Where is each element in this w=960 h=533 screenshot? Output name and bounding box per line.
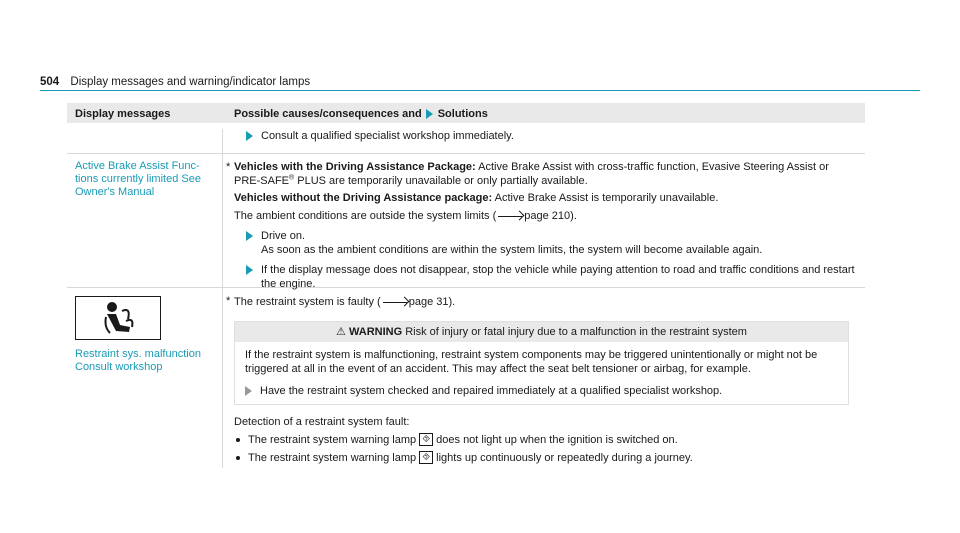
display-message-cell <box>75 296 220 374</box>
cause-paragraph: Vehicles without the Driving Assistance package: Active Brake Assist is temporarily unavailable. <box>234 192 719 204</box>
page-header <box>40 75 310 89</box>
restraint-lamp-icon: ⯑ <box>419 433 433 446</box>
warning-step: Have the restraint system checked and repaired immediately at a qualified specialist workshop. <box>245 384 838 398</box>
step-arrow-icon <box>245 386 252 396</box>
step-arrow-icon <box>246 131 253 141</box>
display-message: Active Brake Assist Func-tions currently limited See Owner's Manual <box>75 160 201 198</box>
cause-paragraph: * The restraint system is faulty ( page 31). <box>226 295 456 308</box>
warning-text: If the restraint system is malfunctioning, restraint system components may be triggered unintentionally or might not be triggered at all in the event of an accident. This may affect the seat belt tensioner or airbag, for example. <box>245 349 818 375</box>
col-causes-solutions: Possible causes/consequences and Solutions <box>234 108 488 120</box>
messages-table <box>67 103 865 468</box>
detection-heading: Detection of a restraint system fault: <box>234 416 410 428</box>
warning-triangle-icon: ⚠ <box>336 326 346 338</box>
warning-header: ⚠ WARNING Risk of injury or fatal injury due to a malfunction in the restraint system <box>235 322 848 342</box>
table-row <box>67 154 865 288</box>
step-arrow-icon <box>426 109 433 119</box>
solution-step: Consult a qualified specialist workshop immediately. <box>246 129 857 143</box>
step-arrow-icon <box>246 231 253 241</box>
step-arrow-icon <box>246 265 253 275</box>
solution-step: Drive on. As soon as the ambient conditions are within the system limits, the system will become available again. <box>246 229 857 257</box>
cause-paragraph: * Vehicles with the Driving Assistance Package: Active Brake Assist with cross-traffic function, Evasive Steering Assist or PRE-SAFE® PLUS are temporarily unavailable or only partially available. <box>226 161 829 187</box>
list-item: The restraint system warning lamp ⯑ does not light up when the ignition is switched on. <box>234 433 857 447</box>
display-message-line: Consult workshop <box>75 361 163 373</box>
airbag-warning-icon <box>75 296 161 340</box>
page-number: 504 <box>40 76 60 88</box>
page-ref-arrow-icon <box>498 208 522 217</box>
page-ref-link[interactable]: page 210). <box>524 210 577 222</box>
col-display-messages: Display messages <box>75 108 171 120</box>
page-ref-arrow-icon <box>383 294 407 303</box>
table-row <box>67 129 865 154</box>
solution-step: If the display message does not disappear, stop the vehicle while paying attention to road and traffic conditions and restart the engine. <box>246 263 857 291</box>
restraint-lamp-icon: ⯑ <box>419 451 433 464</box>
table-row <box>67 288 865 468</box>
cause-paragraph: The ambient conditions are outside the system limits ( page 210). <box>234 210 577 222</box>
list-item: The restraint system warning lamp ⯑ lights up continuously or repeatedly during a journey. <box>234 451 857 465</box>
page-ref-link[interactable]: page 31). <box>408 296 456 308</box>
table-header <box>67 103 865 123</box>
page-title: Display messages and warning/indicator lamps <box>70 76 311 88</box>
warning-box <box>234 321 849 405</box>
header-rule <box>40 90 920 91</box>
display-message-line: Restraint sys. malfunction <box>75 348 201 360</box>
